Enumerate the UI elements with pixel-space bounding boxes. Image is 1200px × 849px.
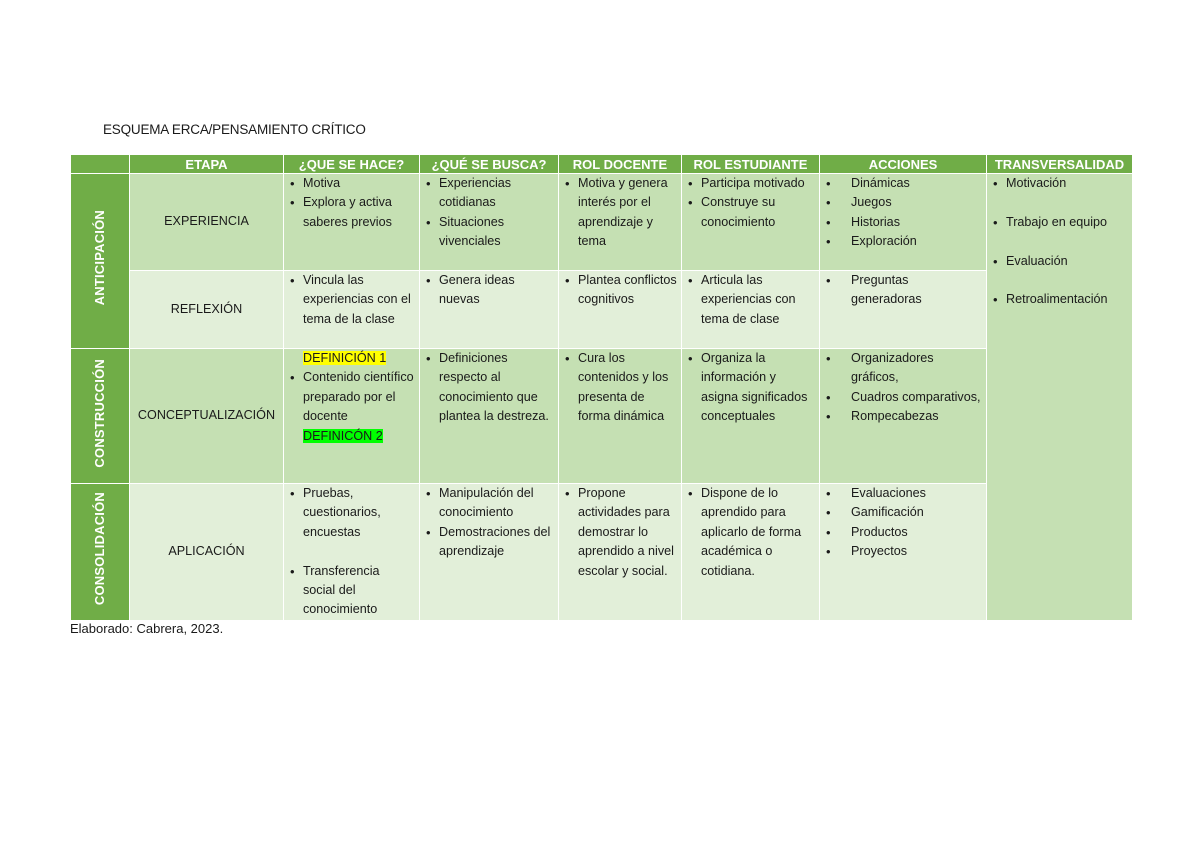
etapa-reflexion: REFLEXIÓN <box>130 271 284 349</box>
list-item: • Motivación <box>991 174 1128 193</box>
list-item: • Organiza la información y asigna significados conceptuales <box>686 349 815 427</box>
list-item: • Transferencia social del conocimiento <box>288 562 415 620</box>
list-item: • Evaluación <box>991 252 1128 271</box>
list-item: • Dispone de lo aprendido para aplicarlo de forma académica o cotidiana. <box>686 484 815 581</box>
list-item: • Evaluaciones <box>824 484 982 503</box>
document-title: ESQUEMA ERCA/PENSAMIENTO CRÍTICO <box>103 122 366 137</box>
list-item: • Rompecabezas <box>824 407 982 426</box>
cell-busca <box>420 271 559 349</box>
highlight-definicion-2: DEFINICÓN 2 <box>303 428 383 443</box>
list-item: • Gamificación <box>824 503 982 522</box>
list-item: • Manipulación del conocimiento <box>424 484 554 523</box>
cell-hace <box>284 271 420 349</box>
list-item: • Motiva y genera interés por el aprendizaje y tema <box>563 174 677 252</box>
list-item: • Demostraciones del aprendizaje <box>424 523 554 562</box>
list-item: • Propone actividades para demostrar lo aprendido a nivel escolar y social. <box>563 484 677 581</box>
list-item: • Preguntas generadoras <box>824 271 982 310</box>
list-item: • Cura los contenidos y los presenta de forma dinámica <box>563 349 677 427</box>
row-aplicacion <box>71 484 1133 621</box>
cell-docente <box>559 349 682 484</box>
list-item: • Situaciones vivenciales <box>424 213 554 252</box>
list-item: • Cuadros comparativos, <box>824 388 982 407</box>
list-item: • Explora y activa saberes previos <box>288 193 415 232</box>
header-row <box>71 155 1133 174</box>
list-item: • Proyectos <box>824 542 982 561</box>
header-rol-estudiante: ROL ESTUDIANTE <box>682 155 820 174</box>
list-item: • Pruebas, cuestionarios, encuestas <box>288 484 415 542</box>
cell-hace <box>284 349 420 484</box>
cell-estudiante <box>682 484 820 621</box>
cell-busca <box>420 484 559 621</box>
header-que-se-hace: ¿QUE SE HACE? <box>284 155 420 174</box>
list-item: • Exploración <box>824 232 982 251</box>
list-item: • Trabajo en equipo <box>991 213 1128 232</box>
list-item: • Genera ideas nuevas <box>424 271 554 310</box>
stage-construccion: CONSTRUCCIÓN <box>71 349 130 484</box>
list-item: • Construye su conocimiento <box>686 193 815 232</box>
header-corner <box>71 155 130 174</box>
list-item: • Dinámicas <box>824 174 982 193</box>
cell-estudiante <box>682 174 820 271</box>
list-item: • Retroalimentación <box>991 290 1128 309</box>
cell-acciones <box>820 349 987 484</box>
list-item: • Definiciones respecto al conocimiento que plantea la destreza. <box>424 349 554 427</box>
row-experiencia <box>71 174 1133 271</box>
cell-estudiante <box>682 271 820 349</box>
list-item: • Vincula las experiencias con el tema de la clase <box>288 271 415 329</box>
cell-docente <box>559 174 682 271</box>
cell-acciones <box>820 484 987 621</box>
cell-hace <box>284 174 420 271</box>
erca-table <box>70 154 1133 621</box>
list-item: • Participa motivado <box>686 174 815 193</box>
list-item: • Experiencias cotidianas <box>424 174 554 213</box>
list-item: • Juegos <box>824 193 982 212</box>
cell-busca <box>420 349 559 484</box>
etapa-conceptualizacion: CONCEPTUALIZACIÓN <box>130 349 284 484</box>
cell-transversalidad <box>987 174 1133 621</box>
list-item: • Plantea conflictos cognitivos <box>563 271 677 310</box>
header-acciones: ACCIONES <box>820 155 987 174</box>
cell-estudiante <box>682 349 820 484</box>
etapa-experiencia: EXPERIENCIA <box>130 174 284 271</box>
highlight-definicion-1: DEFINICIÓN 1 <box>303 351 387 365</box>
footer-credit: Elaborado: Cabrera, 2023. <box>70 621 224 636</box>
header-que-se-busca: ¿QUÉ SE BUSCA? <box>420 155 559 174</box>
row-conceptualizacion <box>71 349 1133 484</box>
cell-busca <box>420 174 559 271</box>
header-etapa: ETAPA <box>130 155 284 174</box>
list-item: • Organizadores gráficos, <box>824 349 982 388</box>
cell-docente <box>559 484 682 621</box>
stage-consolidacion: CONSOLIDACIÓN <box>71 484 130 621</box>
cell-docente <box>559 271 682 349</box>
header-transversalidad: TRANSVERSALIDAD <box>987 155 1133 174</box>
cell-acciones <box>820 271 987 349</box>
list-spacer <box>288 542 415 561</box>
list-item: • Historias <box>824 213 982 232</box>
cell-hace <box>284 484 420 621</box>
list-item: • Productos <box>824 523 982 542</box>
cell-acciones <box>820 174 987 271</box>
list-item: • Motiva <box>288 174 415 193</box>
list-item: • Articula las experiencias con tema de clase <box>686 271 815 329</box>
row-reflexion <box>71 271 1133 349</box>
header-rol-docente: ROL DOCENTE <box>559 155 682 174</box>
stage-anticipacion: ANTICIPACIÓN <box>71 174 130 349</box>
etapa-aplicacion: APLICACIÓN <box>130 484 284 621</box>
list-item: • Contenido científico preparado por el docente <box>288 368 415 426</box>
